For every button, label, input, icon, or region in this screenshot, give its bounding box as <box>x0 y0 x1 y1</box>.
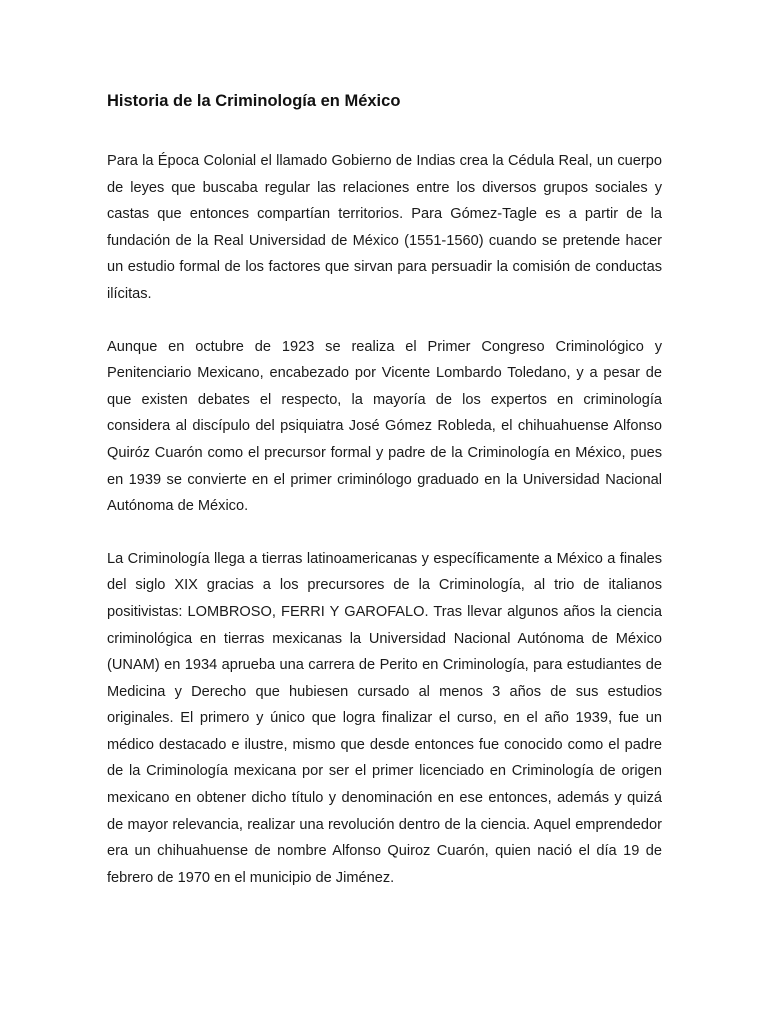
paragraph-3: La Criminología llega a tierras latinoamericanas y específicamente a México a finales del siglo XIX gracias a los precursores de la Criminología, al trio de italianos positivistas: LOMBROSO, FERRI Y GAROFALO. Tras llevar algunos años la ciencia criminológica en tierras mexicanas la Universidad Nacional Autónoma de México (UNAM) en 1934 aprueba una carrera de Perito en Criminología, para estudiantes de Medicina y Derecho que hubiesen cursado al menos 3 años de sus estudios originales. El primero y único que logra finalizar el curso, en el año 1939, fue un médico destacado e ilustre, mismo que desde entonces fue conocido como el padre de la Criminología mexicana por ser el primer licenciado en Criminología de origen mexicano en obtener dicho título y denominación en ese entonces, además y quizá de mayor relevancia, realizar una revolución dentro de la ciencia. Aquel emprendedor era un chihuahuense de nombre Alfonso Quiroz Cuarón, quien nació el día 19 de febrero de 1970 en el municipio de Jiménez. <box>107 550 662 886</box>
document-title: Historia de la Criminología en México <box>107 92 401 110</box>
paragraph-1: Para la Época Colonial el llamado Gobierno de Indias crea la Cédula Real, un cuerpo de leyes que buscaba regular las relaciones entre los diversos grupos sociales y castas que entonces compartían territorios. Para Gómez-Tagle es a partir de la fundación de la Real Universidad de México (1551-1560) cuando se pretende hacer un estudio formal de los factores que sirvan para persuadir la comisión de conductas ilícitas. <box>107 153 662 302</box>
document-page <box>107 88 662 917</box>
paragraph-2: Aunque en octubre de 1923 se realiza el Primer Congreso Criminológico y Penitenciario Mexicano, encabezado por Vicente Lombardo Toledano, y a pesar de que existen debates el respecto, la mayoría de los expertos en criminología considera al discípulo del psiquiatra José Gómez Robleda, el chihuahuense Alfonso Quiróz Cuarón como el precursor formal y padre de la Criminología en México, pues en 1939 se convierte en el primer criminólogo graduado en la Universidad Nacional Autónoma de México. <box>107 338 662 515</box>
